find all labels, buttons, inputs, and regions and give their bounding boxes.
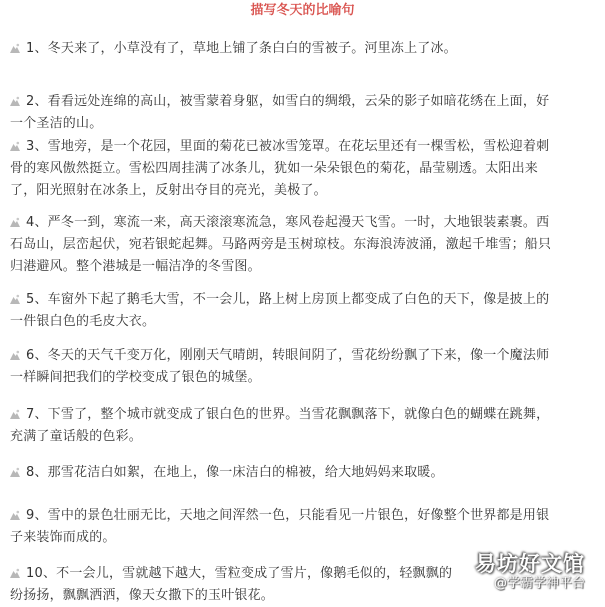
- item-line: 归港避风。整个港城是一幅洁净的冬雪图。: [10, 259, 261, 274]
- item-line: 10、不一会儿，雪就越下越大，雪粒变成了雪片，像鹅毛似的，轻飘飘的: [26, 566, 453, 581]
- item-line: 子来装饰而成的。: [10, 530, 116, 545]
- list-item: [10, 462, 598, 484]
- list-item: [10, 345, 598, 389]
- platform-logo-icon: [478, 575, 492, 589]
- item-line: 2、看看远处连绵的高山，被雪蒙着身躯，如雪白的绸缎，云朵的影子如暗花绣在上面，好: [26, 94, 550, 109]
- item-line: 6、冬天的天气千变万化，刚刚天气晴朗，转眼间阴了，雪花纷纷飘了下来，像一个魔法师: [26, 348, 550, 363]
- page-title: 描写冬天的比喻句: [250, 3, 355, 18]
- mountain-bullet-icon: [10, 564, 20, 574]
- list-item: [10, 212, 598, 278]
- mountain-bullet-icon: [10, 290, 20, 300]
- item-line: 充满了童话般的色彩。: [10, 429, 143, 444]
- list-item: [10, 38, 598, 60]
- item-line: 石岛山，层峦起伏，宛若银蛇起舞。马路两旁是玉树琼枝。东海浪涛波涌，激起千堆雪；船只: [10, 237, 552, 252]
- watermark-main-text: 易坊好文馆: [475, 552, 585, 576]
- item-line: 纷扬扬，飘飘洒洒，像天女撒下的玉叶银花。: [10, 588, 275, 603]
- item-line: 一件银白色的毛皮大衣。: [10, 314, 156, 329]
- item-line: 8、那雪花洁白如絮，在地上，像一床洁白的棉被，给大地妈妈来取暖。: [26, 465, 444, 480]
- watermark: [435, 551, 585, 595]
- item-line: 一个圣洁的山。: [10, 116, 103, 131]
- mountain-bullet-icon: [10, 463, 20, 473]
- mountain-bullet-icon: [10, 92, 20, 102]
- item-line: 了，阳光照射在冰条上，反射出夺目的亮光，美极了。: [10, 183, 327, 198]
- mountain-bullet-icon: [10, 506, 20, 516]
- item-line: 5、车窗外下起了鹅毛大雪，不一会儿，路上树上房顶上都变成了白色的天下，像是披上的: [26, 292, 550, 307]
- mountain-bullet-icon: [10, 39, 20, 49]
- list-item: [10, 404, 598, 448]
- item-line: 9、雪中的景色壮丽无比，天地之间浑然一色，只能看见一片银色，好像整个世界都是用银: [26, 508, 550, 523]
- item-line: 1、冬天来了，小草没有了，草地上铺了条白白的雪被子。河里冻上了冰。: [26, 41, 457, 56]
- list-item: [10, 136, 598, 202]
- item-line: 4、严冬一到，寒流一来，高天滚滚寒流急，寒风卷起漫天飞雪。一时，大地银装素裹。西: [26, 215, 550, 230]
- watermark-sub-text: @学霸学神平台: [493, 576, 585, 591]
- watermark-sub: [478, 575, 585, 593]
- item-line: 一样瞬间把我们的学校变成了银色的城堡。: [10, 370, 261, 385]
- mountain-bullet-icon: [10, 137, 20, 147]
- list-item: [10, 505, 598, 549]
- mountain-bullet-icon: [10, 346, 20, 356]
- item-line: 3、雪地旁，是一个花园，里面的菊花已被冰雪笼罩。在花坛里还有一棵雪松，雪松迎着刺: [26, 139, 550, 154]
- mountain-bullet-icon: [10, 213, 20, 223]
- list-item: [10, 289, 598, 333]
- item-line: 骨的寒风傲然挺立。雪松四周挂满了冰条儿，犹如一朵朵银色的菊花，晶莹剔透。太阳出来: [10, 161, 539, 176]
- mountain-bullet-icon: [10, 405, 20, 415]
- item-line: 7、下雪了，整个城市就变成了银白色的世界。当雪花飘飘落下，就像白色的蝴蝶在跳舞，: [26, 407, 550, 422]
- list-item: [10, 91, 598, 135]
